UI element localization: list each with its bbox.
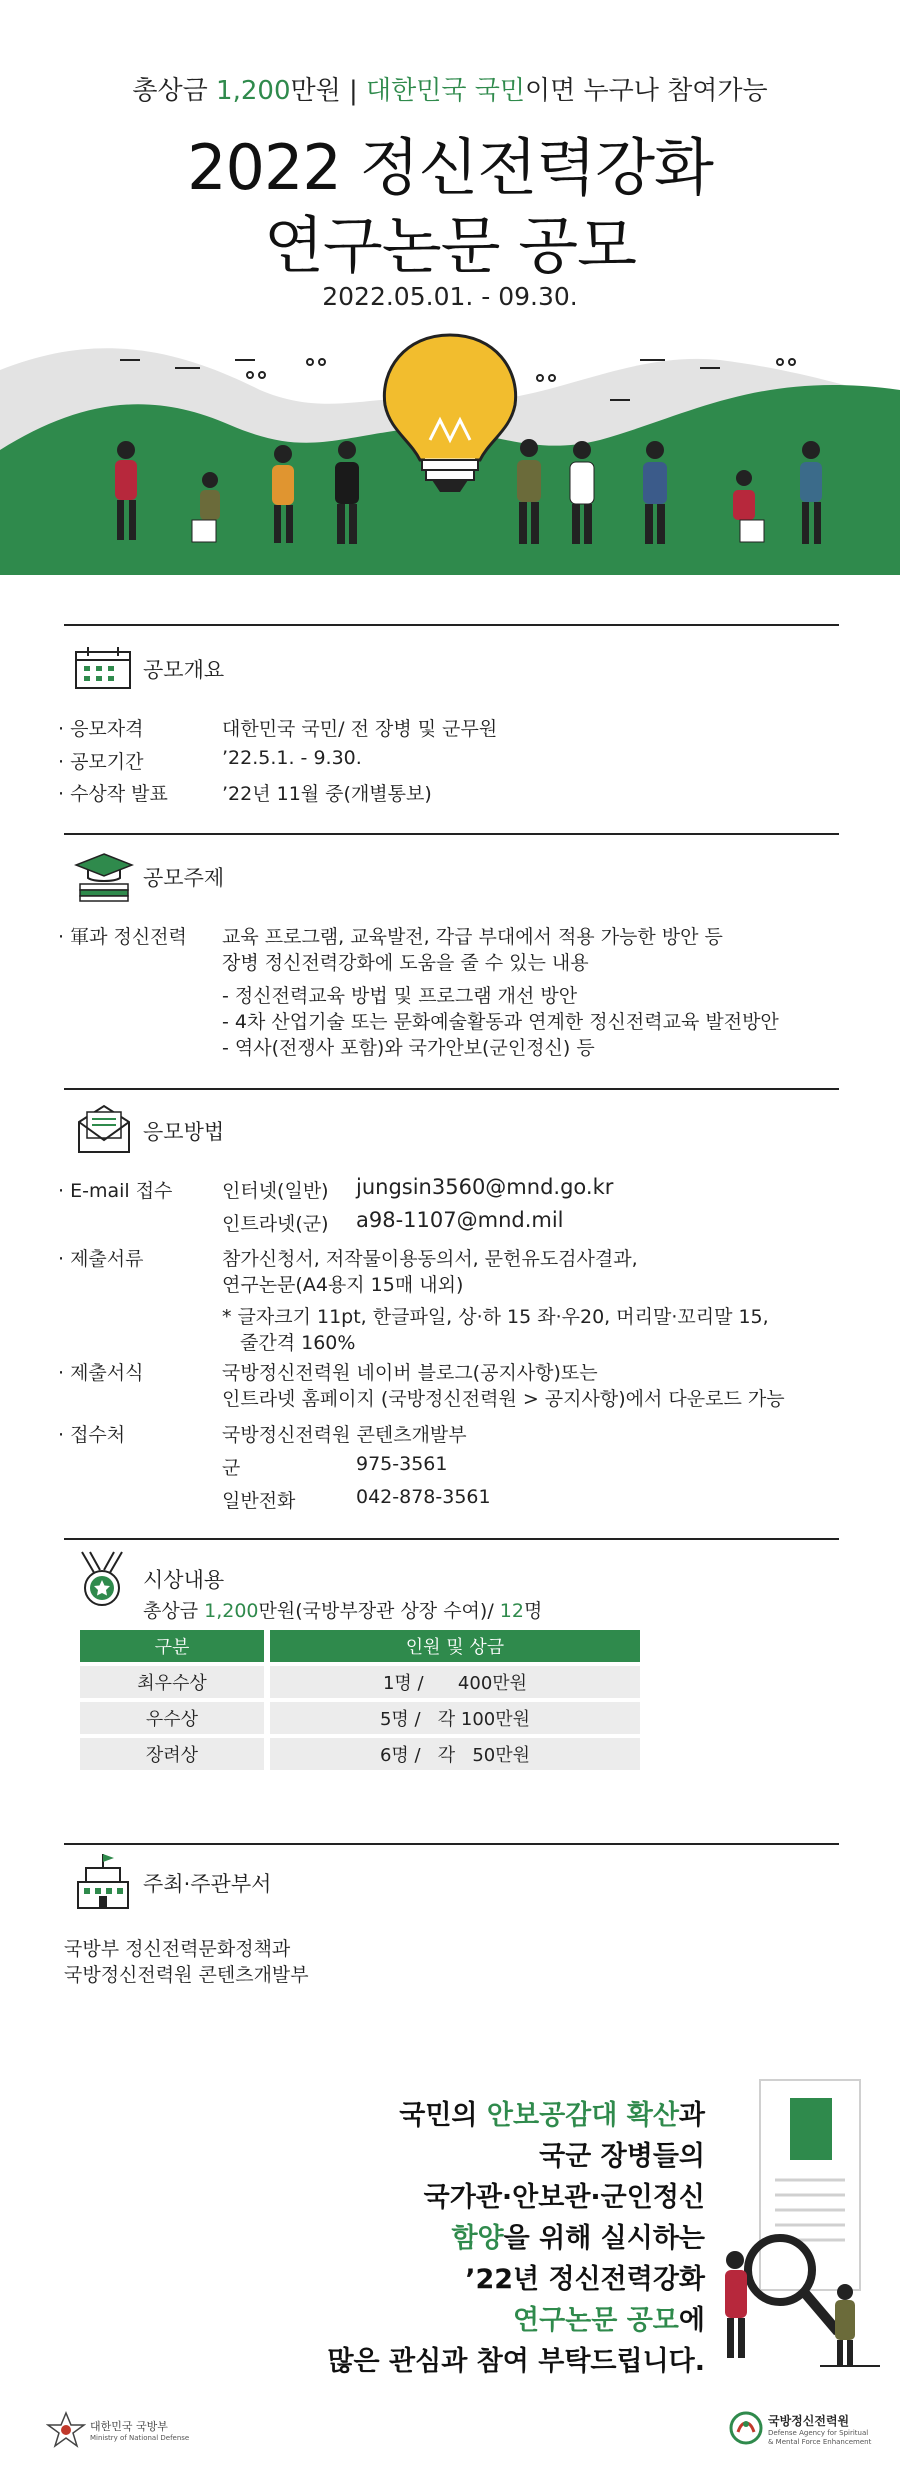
award-value: 6명 / 각 50만원 (270, 1738, 640, 1770)
graduation-cap-books-icon (74, 852, 134, 902)
table-header-prize: 인원 및 상금 (270, 1630, 640, 1662)
topic-bullet: - 정신전력교육 방법 및 프로그램 개선 방안 (222, 985, 578, 1007)
agency-en-line1: Defense Agency for Spiritual (768, 2429, 869, 2437)
section-title-topic: 공모주제 (143, 866, 225, 890)
email-intranet-address[interactable]: a98-1107@mnd.mil (356, 1208, 564, 1232)
topic-line2: 장병 정신전력강화에 도움을 줄 수 있는 내용 (222, 952, 589, 974)
prize-eligibility-line: 총상금 1,200만원 | 대한민국 국민이면 누구나 참여가능 (132, 76, 768, 106)
award-name: 최우수상 (80, 1666, 264, 1698)
hero-illustration (0, 330, 900, 575)
method-office-label: · 접수처 (58, 1424, 126, 1446)
table-header-category: 구분 (80, 1630, 264, 1662)
phone-military-label: 군 (222, 1457, 241, 1479)
agency-name: 국방정신전력원 (768, 2414, 850, 2428)
email-internet-address[interactable]: jungsin3560@mnd.go.kr (356, 1175, 614, 1199)
award-value: 1명 / 400만원 (270, 1666, 640, 1698)
section-divider (64, 624, 839, 626)
phone-general-number: 042-878-3561 (356, 1486, 491, 1508)
agency-logo (728, 2410, 764, 2450)
magnifier-illustration (720, 2070, 880, 2370)
method-format-line2: 인트라넷 홈페이지 (국방정신전력원 > 공지사항)에서 다운로드 가능 (222, 1388, 785, 1410)
table-header-row (80, 1630, 640, 1662)
topic-line1: 교육 프로그램, 교육발전, 각급 부대에서 적용 가능한 방안 등 (222, 926, 723, 948)
closing-line7: 많은 관심과 참여 부탁드립니다. (327, 2346, 705, 2377)
building-icon (74, 1852, 132, 1910)
awards-summary: 총상금 1,200만원(국방부장관 상장 수여)/ 12명 (143, 1600, 543, 1622)
method-docs-label: · 제출서류 (58, 1248, 144, 1270)
overview-label-eligibility: · 응모자격 (58, 718, 144, 740)
section-title-awards: 시상내용 (143, 1568, 225, 1592)
table-row (80, 1666, 640, 1698)
method-office-name: 국방정신전력원 콘텐츠개발부 (222, 1424, 467, 1446)
agency-en-line2: & Mental Force Enhancement (768, 2438, 872, 2446)
closing-line4: 함양을 위해 실시하는 (451, 2223, 705, 2254)
phone-general-label: 일반전화 (222, 1490, 296, 1512)
overview-value-announcement: ’22년 11월 중(개별통보) (222, 783, 432, 805)
section-divider (64, 833, 839, 835)
method-internet-label: 인터넷(일반) (222, 1180, 329, 1202)
section-divider (64, 1538, 839, 1540)
section-title-overview: 공모개요 (143, 658, 225, 682)
overview-value-period: ’22.5.1. - 9.30. (222, 747, 362, 769)
closing-line3: 국가관·안보관·군인정신 (423, 2182, 705, 2213)
contest-dates: 2022.05.01. - 09.30. (322, 282, 578, 311)
method-docs-line1: 참가신청서, 저작물이용동의서, 문헌유도검사결과, (222, 1248, 638, 1270)
topic-label: · 軍과 정신전력 (58, 926, 187, 948)
agency-emblem-icon (728, 2410, 764, 2446)
section-divider (64, 1088, 839, 1090)
mnd-name: 대한민국 국방부 (90, 2420, 168, 2433)
table-row (80, 1738, 640, 1770)
award-name: 장려상 (80, 1738, 264, 1770)
envelope-icon (76, 1102, 132, 1154)
host-line2: 국방정신전력원 콘텐츠개발부 (64, 1964, 309, 1986)
page-title-line1: 2022 정신전력강화 (187, 131, 713, 204)
host-line1: 국방부 정신전력문화정책과 (64, 1938, 291, 1960)
phone-military-number: 975-3561 (356, 1453, 448, 1475)
award-name: 우수상 (80, 1702, 264, 1734)
topic-bullet: - 역사(전쟁사 포함)와 국가안보(군인정신) 등 (222, 1037, 595, 1059)
page-title-line2: 연구논문 공모 (263, 209, 637, 282)
mnd-emblem-icon (46, 2410, 86, 2450)
method-docs-line2: 연구논문(A4용지 15매 내외) (222, 1274, 464, 1296)
overview-label-announcement: · 수상작 발표 (58, 783, 168, 805)
awards-table (74, 1626, 646, 1774)
closing-line5: ’22년 정신전력강화 (465, 2264, 705, 2295)
award-value: 5명 / 각 100만원 (270, 1702, 640, 1734)
method-format-label: · 제출서식 (58, 1362, 144, 1384)
closing-line6: 연구논문 공모에 (513, 2305, 705, 2336)
mnd-logo (46, 2410, 86, 2454)
method-docs-note1: * 글자크기 11pt, 한글파일, 상·하 15 좌·우20, 머리말·꼬리말 15, (222, 1306, 769, 1328)
medal-icon (76, 1550, 128, 1608)
overview-label-period: · 공모기간 (58, 751, 144, 773)
overview-value-eligibility: 대한민국 국민/ 전 장병 및 군무원 (222, 718, 498, 740)
topic-bullet: - 4차 산업기술 또는 문화예술활동과 연계한 정신전력교육 발전방안 (222, 1011, 779, 1033)
table-row (80, 1702, 640, 1734)
section-title-method: 응모방법 (143, 1120, 225, 1144)
method-format-line1: 국방정신전력원 네이버 블로그(공지사항)또는 (222, 1362, 598, 1384)
method-intranet-label: 인트라넷(군) (222, 1213, 329, 1235)
mnd-en-name: Ministry of National Defense (90, 2434, 190, 2442)
method-email-label: · E-mail 접수 (58, 1180, 173, 1202)
section-divider (64, 1843, 839, 1845)
method-docs-note2: 줄간격 160% (240, 1332, 356, 1354)
calendar-icon (72, 644, 134, 690)
closing-line2: 국군 장병들의 (539, 2141, 705, 2172)
section-title-host: 주최·주관부서 (143, 1872, 272, 1896)
closing-line1: 국민의 안보공감대 확산과 (399, 2100, 705, 2131)
